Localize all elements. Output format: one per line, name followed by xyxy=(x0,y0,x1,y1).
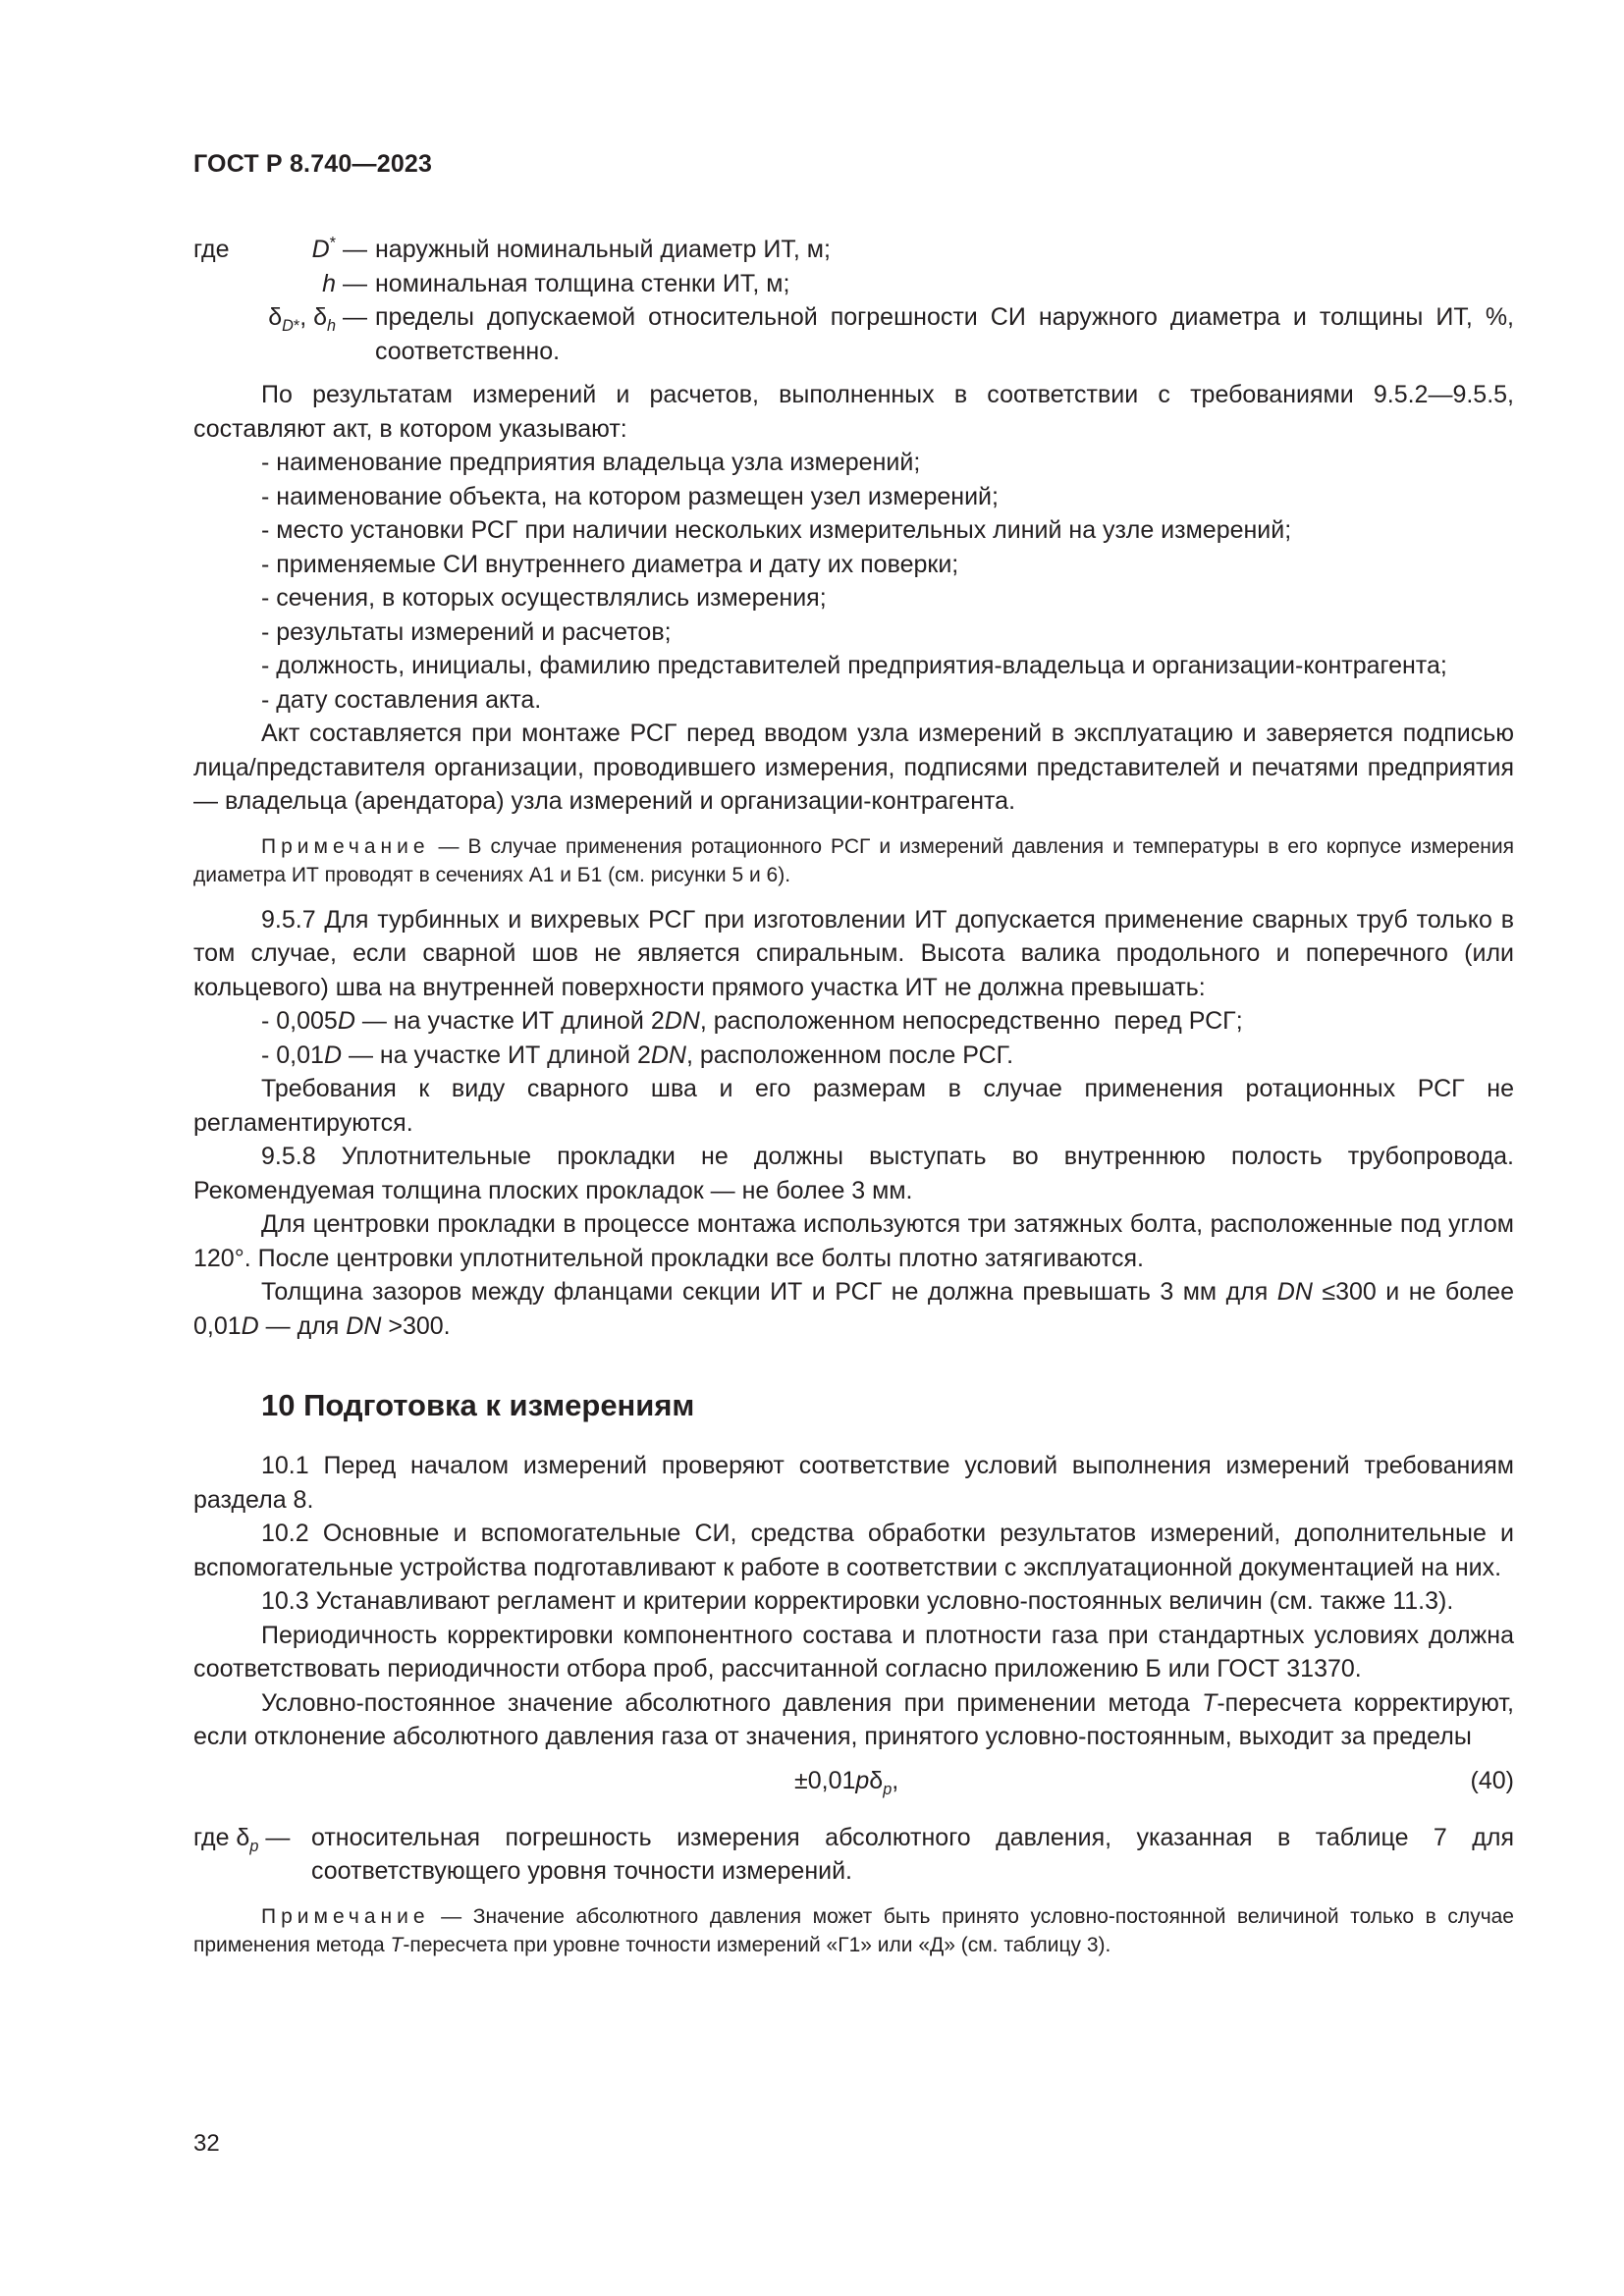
paragraph-10-2: 10.2 Основные и вспомогательные СИ, средства обработки результатов измерений, дополнительные и вспомогательные устройства подготавливают к работе в соответствии с эксплуатационной документацией на них. xyxy=(193,1520,1514,1581)
list-item: - применяемые СИ внутреннего диаметра и дату их поверки; xyxy=(261,550,959,578)
note-label: Примечание xyxy=(261,834,430,858)
paragraph-9-5-7: 9.5.7 Для турбинных и вихревых РСГ при изготовлении ИТ допускается применение сварных труб только в том случае, если сварной шов не является спиральным. Высота валика продольного и поперечного (или кольцевого) шва на внутренней поверхности прямого участка ИТ не должна превышать: xyxy=(193,905,1514,1001)
definition-delta-p xyxy=(193,1821,1514,1889)
paragraph-10-3: 10.3 Устанавливают регламент и критерии корректировки условно-постоянных величин (см. также 11.3). xyxy=(261,1587,1454,1615)
list-item: - 0,005D — на участке ИТ длиной 2DN, расположенном непосредственно перед РСГ; xyxy=(261,1007,1243,1035)
formula-expression: $\pm 0,01p\delta_p$, xyxy=(794,1766,899,1798)
paragraph-10-1: 10.1 Перед началом измерений проверяют соответствие условий выполнения измерений требованиям раздела 8. xyxy=(193,1452,1514,1514)
section-heading: 10 Подготовка к измерениям xyxy=(261,1388,695,1422)
def-lead: где xyxy=(193,236,230,263)
paragraph-centering: Для центровки прокладки в процессе монтажа используются три затяжных болта, расположенные под углом 120°. После центровки уплотнительной прокладки все болты плотно затягиваются. xyxy=(193,1210,1514,1272)
list-item: - дату составления акта. xyxy=(261,685,542,714)
paragraph-gap: Толщина зазоров между фланцами секции ИТ и РСГ не должна превышать 3 мм для DN ≤300 и не более 0,01D — для DN >300. xyxy=(193,1278,1514,1340)
paragraph-abs-pressure: Условно-постоянное значение абсолютного давления при применении метода T-пересчета корректируют, если отклонение абсолютного давления газа от значения, принятого условно-постоянным, выходит за пределы xyxy=(193,1688,1515,1750)
list-item: - 0,01D — на участке ИТ длиной 2DN, расположенном после РСГ. xyxy=(261,1041,1014,1069)
note-text: — В случае применения ротационного РСГ и измерений давления и температуры в его корпусе измерения диаметра ИТ проводят в сечениях А1 и Б1 (см. рисунки 5 и 6). xyxy=(193,834,1514,886)
def-lead xyxy=(193,267,261,301)
list-item: - должность, инициалы, фамилию представителей предприятия-владельца и организации-контрагента; xyxy=(261,652,1447,679)
definitions-list xyxy=(193,233,1514,368)
def-text: относительная погрешность измерения абсолютного давления, указанная в таблице 7 для соответствующего уровня точности измерений. xyxy=(311,1823,1514,1885)
page-content xyxy=(193,233,1514,1959)
list-item: - результаты измерений и расчетов; xyxy=(261,617,672,646)
page-number: 32 xyxy=(193,2130,220,2157)
def-lead xyxy=(193,300,261,368)
paragraph-9-5-8: 9.5.8 Уплотнительные прокладки не должны выступать во внутреннюю полость трубопровода. Рекомендуемая толщина плоских прокладок — не более 3 мм. xyxy=(193,1143,1514,1204)
paragraph-periodicity: Периодичность корректировки компонентного состава и плотности газа при стандартных условиях должна соответствовать периодичности отбора проб, рассчитанной согласно приложению Б или ГОСТ 31370. xyxy=(193,1621,1514,1682)
def-text: наружный номинальный диаметр ИТ, м; xyxy=(375,236,831,263)
note-1 xyxy=(193,832,1514,889)
def-symbol: где $\delta_p$ — xyxy=(193,1823,291,1855)
list-item: - место установки РСГ при наличии нескольких измерительных линий на узле измерений; xyxy=(261,516,1292,544)
def-text: номинальная толщина стенки ИТ, м; xyxy=(375,269,790,297)
def-symbol: D* — xyxy=(311,234,367,263)
formula-number: (40) xyxy=(1470,1766,1514,1794)
def-text: пределы допускаемой относительной погрешности СИ наружного диаметра и толщины ИТ, %, соответственно. xyxy=(375,303,1514,365)
page-header: ГОСТ Р 8.740—2023 xyxy=(193,150,433,178)
list-item: - сечения, в которых осуществлялись измерения; xyxy=(261,584,827,612)
note-2: Примечание — Значение абсолютного давления может быть принято условно-постоянной величиной только в случае применения метода T-пересчета при уровне точности измерений «Г1» или «Д» (см. таблицу 3). xyxy=(193,1904,1514,1956)
formula-40 xyxy=(193,1758,1514,1807)
note-label: Примечание xyxy=(261,1904,430,1928)
def-symbol: h — xyxy=(322,269,367,297)
def-symbol: $\delta_{D*}$, $\delta_h$ — xyxy=(268,303,367,335)
list-item: - наименование предприятия владельца узла измерений; xyxy=(261,449,921,476)
paragraph-rotary: Требования к виду сварного шва и его размерам в случае применения ротационных РСГ не регламентируются. xyxy=(193,1075,1514,1137)
paragraph-act-intro: По результатам измерений и расчетов, выполненных в соответствии с требованиями 9.5.2—9.5.5, составляют акт, в котором указывают: xyxy=(193,381,1514,443)
paragraph-act-signed: Акт составляется при монтаже РСГ перед вводом узла измерений в эксплуатацию и заверяется подписью лица/представителя организации, проводившего измерения, подписями представителей и печатями предприятия — владельца (арендатора) узла измерений и организации-контрагента. xyxy=(193,720,1514,815)
list-item: - наименование объекта, на котором размещен узел измерений; xyxy=(261,482,999,510)
